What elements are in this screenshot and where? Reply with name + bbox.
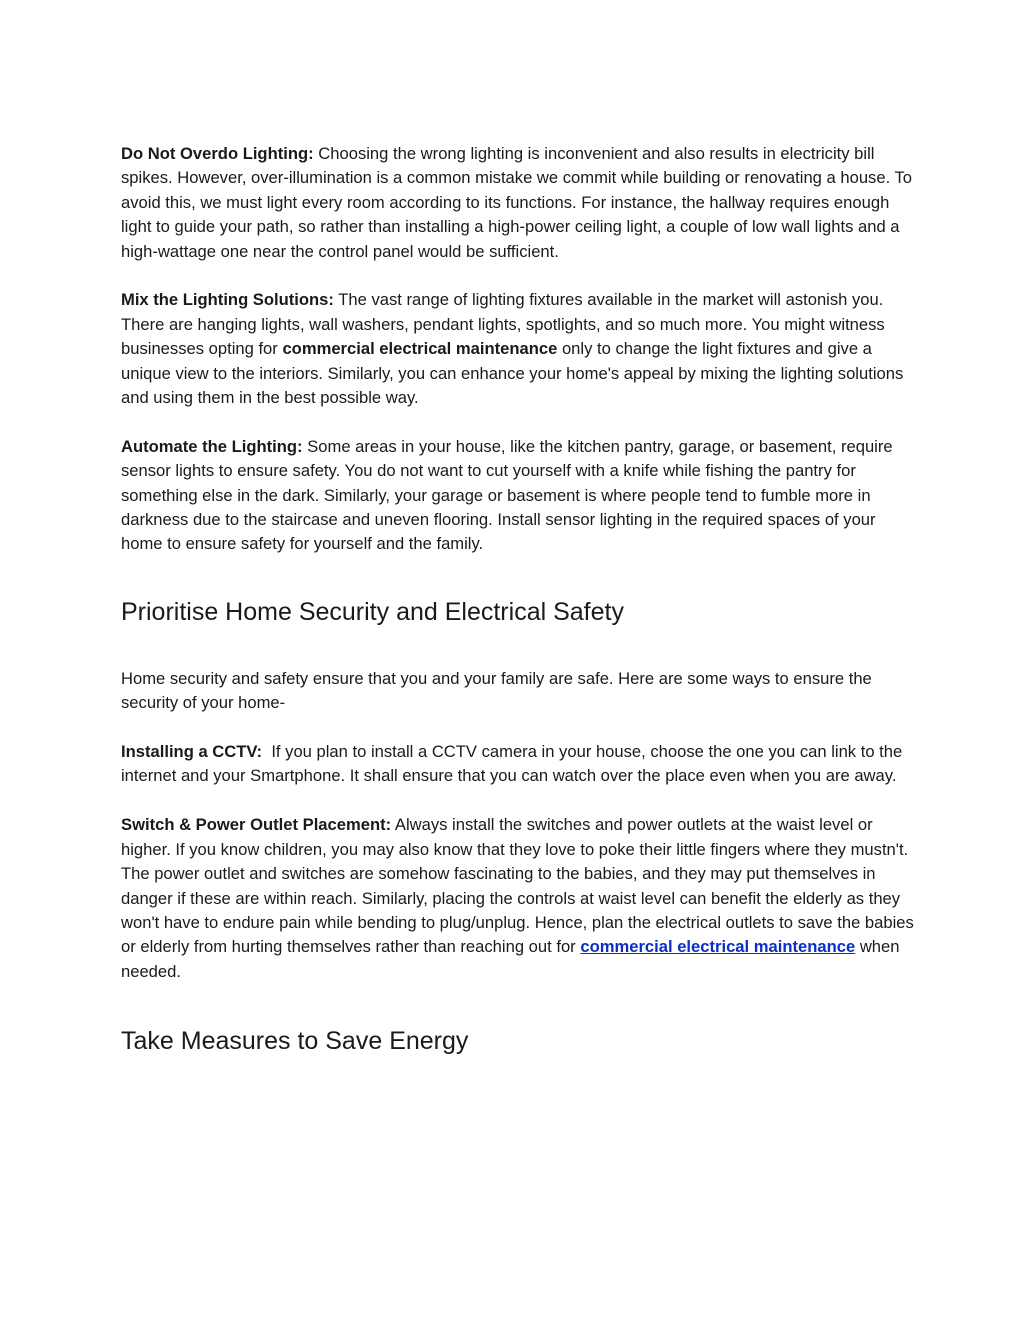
paragraph-security-intro: Home security and safety ensure that you and your family are safe. Here are some ways to ensure the security of your home-: [121, 668, 872, 713]
section-title-energy: Take Measures to Save Energy: [121, 1027, 469, 1056]
heading-outlet-placement: Switch & Power Outlet Placement:: [121, 815, 392, 835]
heading-automate-lighting: Automate the Lighting:: [121, 436, 303, 456]
heading-cctv: Installing a CCTV:: [121, 742, 263, 762]
text-cctv: If you plan to install a CCTV camera in your house, choose the one you can link to the internet and your Smartphone. It shall ensure that you can watch over the place even when you are away.: [121, 742, 903, 786]
text-outlet-after: when needed.: [121, 937, 900, 981]
paragraph-mix-lighting: [121, 288, 921, 410]
text-mix-lighting-before: The vast range of lighting fixtures available in the market will astonish you. There are hanging lights, wall washers, pendant lights, spotlights, and so much more. You might witness businesses opting for: [121, 290, 885, 359]
paragraph-cctv: [121, 740, 921, 789]
paragraph-outlet-placement: [121, 813, 921, 984]
text-mix-lighting-after: only to change the light fixtures and give a unique view to the interiors. Similarly, you can enhance your home's appeal by mixing the lighting solutions and using them in the best possible way.: [121, 339, 904, 408]
section-title-security: Prioritise Home Security and Electrical Safety: [121, 597, 624, 626]
heading-overdo-lighting: Do Not Overdo Lighting:: [121, 144, 314, 163]
link-commercial-maintenance[interactable]: commercial electrical maintenance: [580, 937, 856, 957]
text-outlet-before: Always install the switches and power outlets at the waist level or higher. If you know children, you may also know that they love to poke their little fingers where they mustn't. The power outlet and switches are somehow fascinating to the babies, and they may put themselves in danger if these are within reach. Similarly, placing the controls at waist level can benefit the elderly as they won't have to endure pain while bending to plug/unplug. Hence, plan the electrical outlets to save the babies or elderly from hurting themselves rather than reaching out for: [121, 815, 914, 957]
document-body: [121, 142, 921, 1056]
paragraph-automate-lighting: [121, 435, 921, 557]
bold-commercial-maintenance: commercial electrical maintenance: [282, 339, 558, 359]
text-overdo-lighting: Choosing the wrong lighting is inconvenient and also results in electricity bill spikes. However, over-illumination is a common mistake we commit while building or renovating a house. To avoid this, we must light every room according to its functions. For instance, the hallway requires enough light to guide your path, so rather than installing a high-power ceiling light, a couple of low wall lights and a high-wattage one near the control panel would be sufficient.: [121, 144, 913, 261]
heading-mix-lighting: Mix the Lighting Solutions:: [121, 290, 334, 310]
text-automate-lighting: Some areas in your house, like the kitchen pantry, garage, or basement, require sensor lights to ensure safety. You do not want to cut yourself with a knife while fishing the pantry for something else in the dark. Similarly, your garage or basement is where people tend to fumble more in darkness due to the staircase and uneven flooring. Install sensor lighting in the required spaces of your home to ensure safety for yourself and the family.: [121, 436, 893, 554]
paragraph-overdo-lighting: [121, 142, 921, 264]
